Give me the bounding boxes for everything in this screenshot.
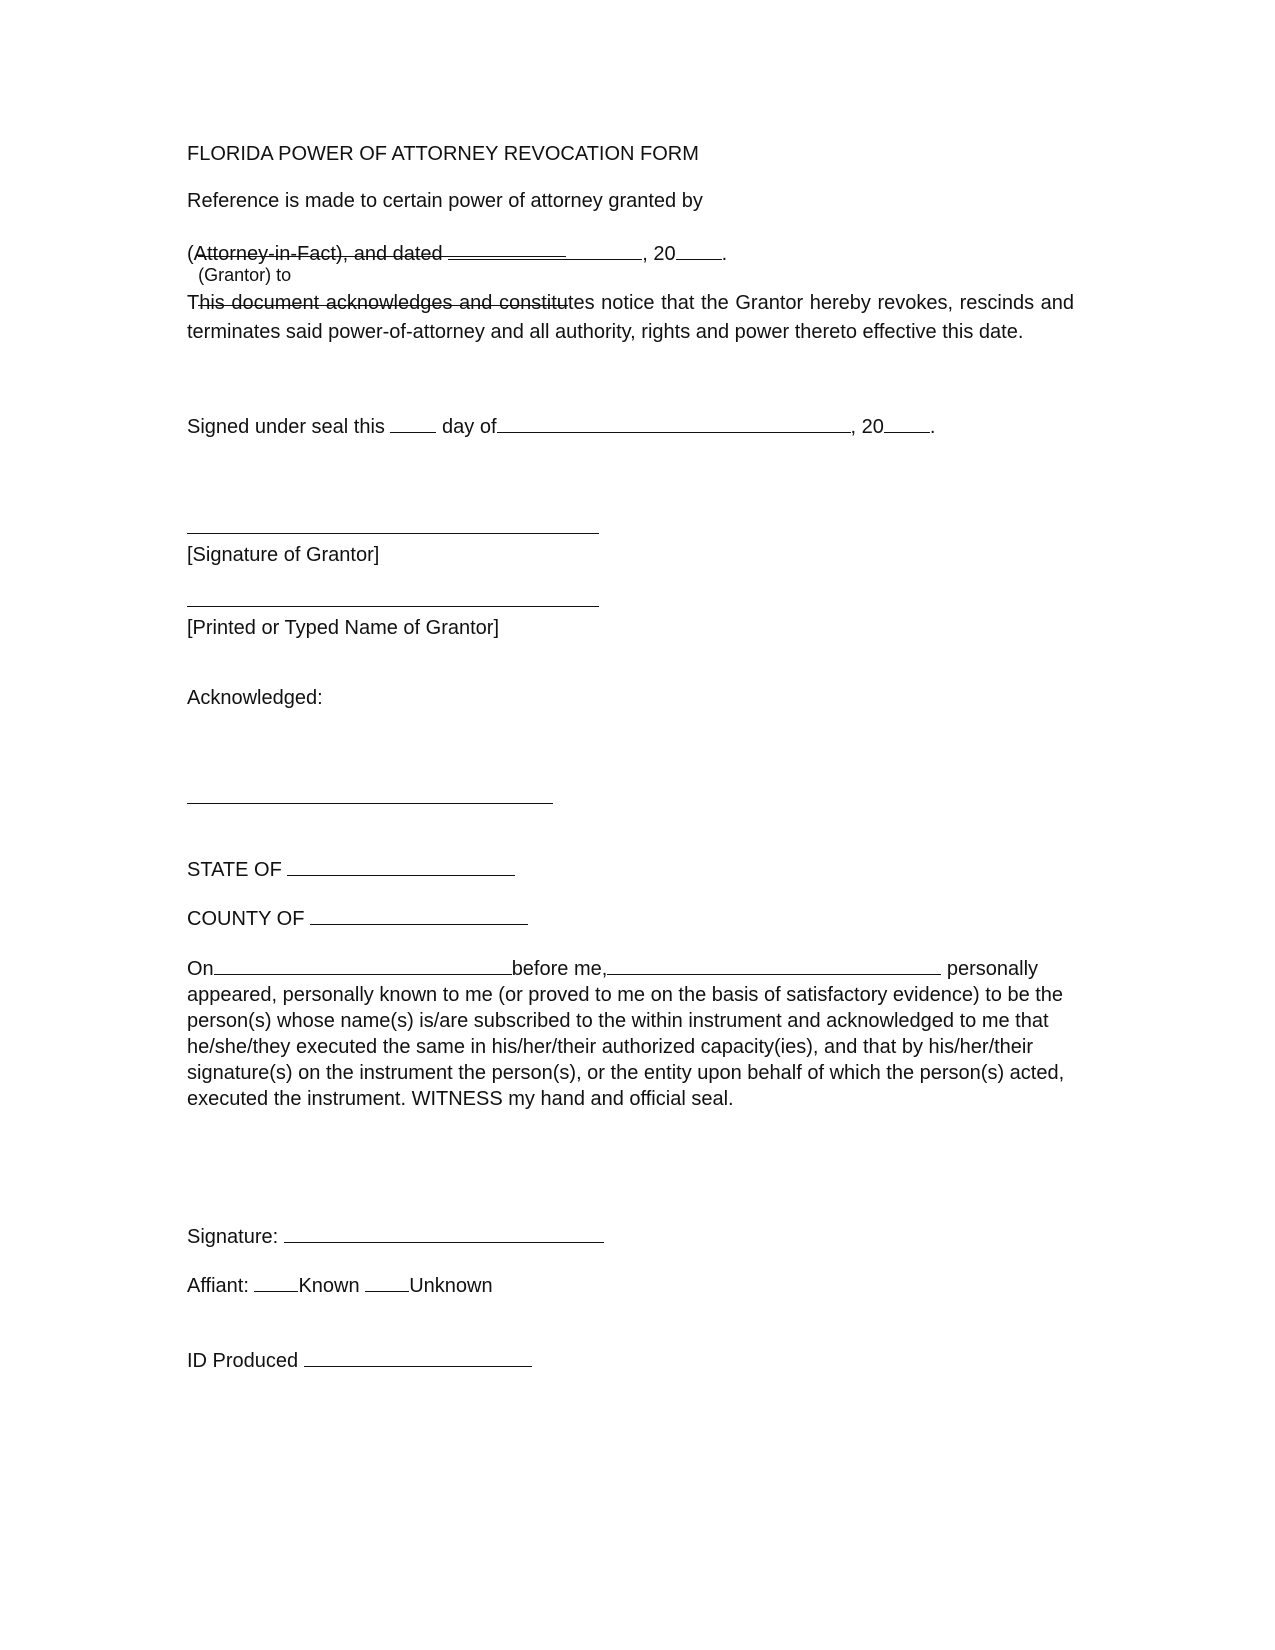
month-blank[interactable] <box>497 414 851 433</box>
signature-label: Signature: <box>187 1226 279 1248</box>
state-label: STATE OF <box>187 859 282 881</box>
reference-line-3 <box>187 241 727 266</box>
dated-blank[interactable] <box>448 241 642 260</box>
personally-label: personally <box>946 958 1039 980</box>
known-label: Known <box>298 1275 360 1297</box>
signature-line <box>187 1224 604 1249</box>
reference-line-1: Reference is made to certain power of attorney granted by <box>187 190 703 212</box>
signed-period: . <box>929 416 936 438</box>
signed-year-blank[interactable] <box>884 414 930 433</box>
county-label: COUNTY OF <box>187 908 305 930</box>
unknown-label: Unknown <box>409 1275 493 1297</box>
year-prefix: , 20 <box>642 243 676 265</box>
signed-prefix: Signed under seal this <box>187 416 385 438</box>
signed-year-prefix: , 20 <box>850 416 884 438</box>
affiant-label: Affiant: <box>187 1275 249 1297</box>
id-produced-blank[interactable] <box>304 1348 532 1367</box>
county-blank[interactable] <box>310 906 528 925</box>
signed-line <box>187 414 935 439</box>
unknown-blank[interactable] <box>365 1273 409 1292</box>
state-line <box>187 857 515 882</box>
known-blank[interactable] <box>254 1273 298 1292</box>
state-blank[interactable] <box>287 857 515 876</box>
notary-paragraph: appeared, personally known to me (or proved to me on the basis of satisfactory evidence) to be the person(s) whose name(s) is/are subscribed to the within instrument and acknowledged to me that he/she/they executed the same in his/her/their authorized capacity(ies), and that by his/her/their signature(s) on the instrument the person(s), or the entity upon behalf of which the person(s) acted, executed the instrument. WITNESS my hand and official seal. <box>187 984 1065 1110</box>
county-line <box>187 906 528 931</box>
period: . <box>721 243 728 265</box>
signature-grantor-label: [Signature of Grantor] <box>187 544 380 566</box>
year-blank[interactable] <box>676 241 722 260</box>
acknowledged-signature-line[interactable] <box>187 803 553 804</box>
notary-first-line <box>187 956 1038 981</box>
printed-name-label: [Printed or Typed Name of Grantor] <box>187 617 500 639</box>
affiant-line <box>187 1273 493 1298</box>
notice-paragraph: This document acknowledges and constitutes notice that the Grantor hereby revokes, rescinds and terminates said power-of-attorney and all authority, rights and power thereto effective this date. <box>187 292 1074 343</box>
acknowledged-label: Acknowledged: <box>187 687 323 709</box>
grantor-label: (Grantor) to <box>198 265 292 285</box>
id-produced-line <box>187 1348 532 1373</box>
id-produced-label: ID Produced <box>187 1350 299 1372</box>
day-blank[interactable] <box>390 414 436 433</box>
document-title: FLORIDA POWER OF ATTORNEY REVOCATION FORM <box>187 143 699 165</box>
attorney-label: (Attorney-in-Fact), and dated <box>187 243 443 265</box>
printed-name-line[interactable] <box>187 606 599 607</box>
on-label: On <box>187 958 214 980</box>
before-me-label: before me, <box>511 958 608 980</box>
notary-name-blank[interactable] <box>607 956 941 975</box>
grantor-signature-line[interactable] <box>187 533 599 534</box>
signature-blank[interactable] <box>284 1224 604 1243</box>
day-of-label: day of <box>442 416 497 438</box>
date-blank[interactable] <box>214 956 512 975</box>
